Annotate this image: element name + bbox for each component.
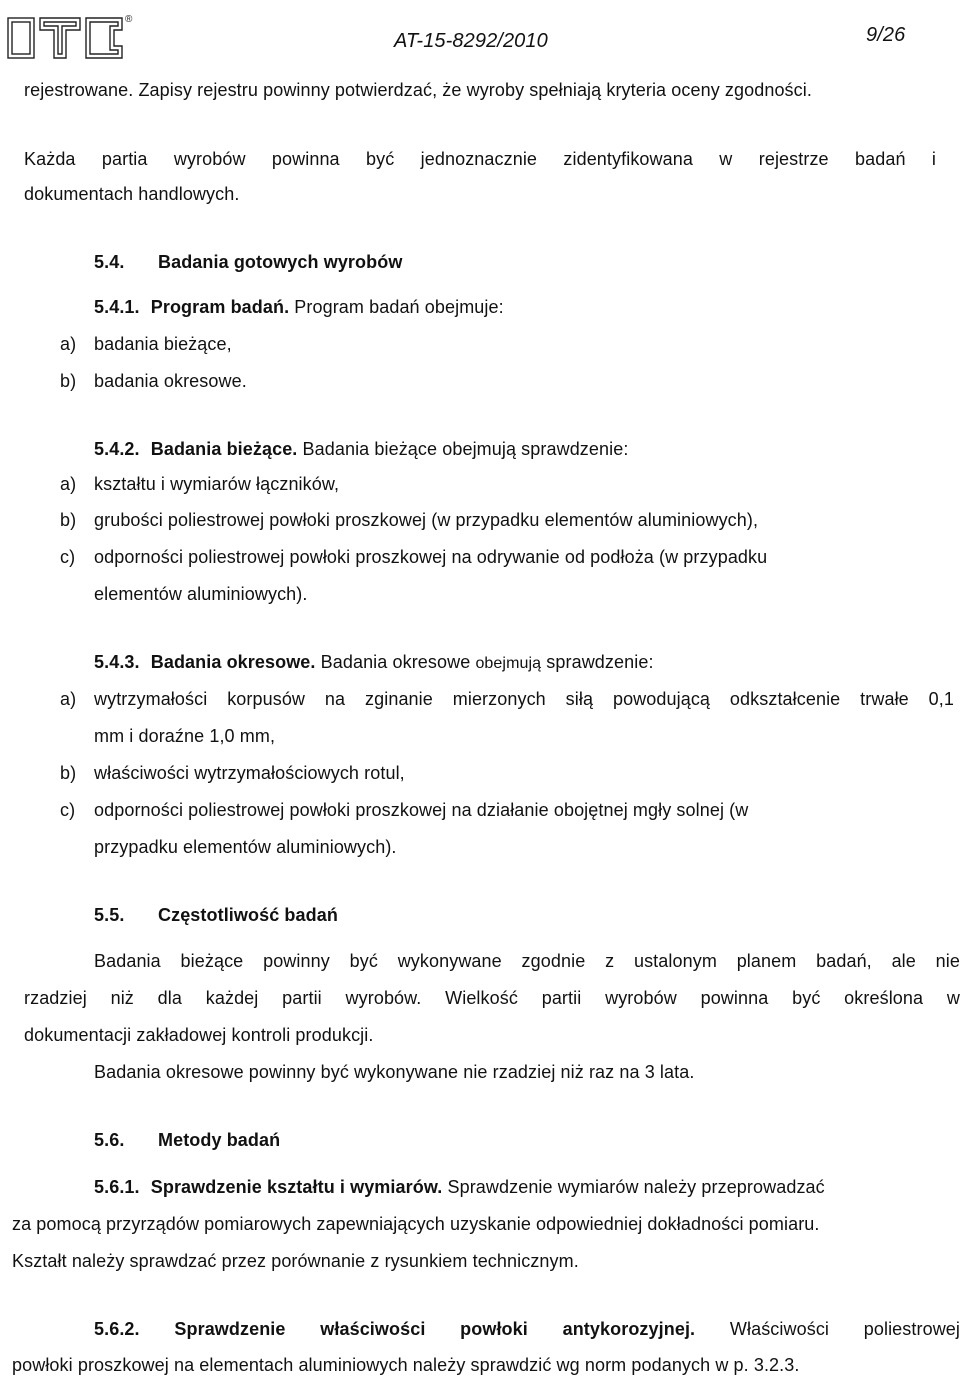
section-5-4-3-title: Badania okresowe. [150, 652, 316, 672]
list-item-letter: b) [60, 371, 77, 391]
section-5-6-number: 5.6. [94, 1130, 125, 1150]
list-item-letter: c) [60, 547, 76, 567]
list-item-text: badania okresowe. [94, 371, 247, 391]
list-item-letter: b) [60, 763, 77, 783]
section-5-4-2-number: 5.4.2. [94, 439, 140, 459]
list-item-continuation: elementów aluminiowych). [94, 584, 308, 604]
section-5-4-1-number: 5.4.1. [94, 297, 140, 317]
section-5-6-1-text: Sprawdzenie wymiarów należy przeprowadzać [447, 1177, 825, 1197]
section-5-5-number: 5.5. [94, 905, 125, 925]
section-5-6-title: Metody badań [158, 1130, 281, 1150]
svg-text:®: ® [125, 14, 133, 25]
section-5-4-3-text-b: obejmują [475, 655, 542, 672]
section-5-4-2 [94, 438, 628, 460]
list-item-letter: b) [60, 510, 77, 530]
list-item-text: wytrzymałości korpusów na zginanie mierzonych siłą powodującą odkształcenie trwałe 0,1 [94, 689, 954, 709]
document-number: AT-15-8292/2010 [394, 30, 548, 52]
intro-line-2: Każda partia wyrobów powinna być jednoznacznie zidentyfikowana w rejestrze badań i [24, 149, 936, 169]
paragraph-line: rzadziej niż dla każdej partii wyrobów. Wielkość partii wyrobów powinna być określona w [24, 988, 960, 1008]
section-5-6-2 [94, 1318, 960, 1340]
paragraph-line: Badania okresowe powinny być wykonywane nie rzadziej niż raz na 3 lata. [94, 1062, 695, 1082]
paragraph-line: Badania bieżące powinny być wykonywane zgodnie z ustalonym planem badań, ale nie [94, 951, 960, 971]
paragraph-line: Kształt należy sprawdzać przez porównanie z rysunkiem technicznym. [12, 1251, 579, 1271]
list-item-text: grubości poliestrowej powłoki proszkowej (w przypadku elementów aluminiowych), [94, 510, 759, 530]
list-item-letter: c) [60, 800, 76, 820]
section-5-4-number: 5.4. [94, 252, 125, 272]
list-item-text: właściwości wytrzymałościowych rotul, [94, 763, 405, 783]
list-item-text: odporności poliestrowej powłoki proszkowej na działanie obojętnej mgły solnej (w [94, 800, 749, 820]
section-5-4-title: Badania gotowych wyrobów [158, 252, 403, 272]
paragraph-line: powłoki proszkowej na elementach aluminiowych należy sprawdzić wg norm podanych w p. 3.2.3. [12, 1355, 800, 1375]
section-5-6-2-title: Sprawdzenie właściwości powłoki antykorozyjnej. [174, 1319, 696, 1339]
intro-line-1: rejestrowane. Zapisy rejestru powinny potwierdzać, że wyroby spełniają kryteria oceny zgodności. [24, 80, 812, 100]
paragraph-line: dokumentacji zakładowej kontroli produkcji. [24, 1025, 374, 1045]
section-5-4-2-text: Badania bieżące obejmują sprawdzenie: [302, 439, 629, 459]
section-5-4-2-title: Badania bieżące. [150, 439, 298, 459]
list-item-text: odporności poliestrowej powłoki proszkowej na odrywanie od podłoża (w przypadku [94, 547, 768, 567]
list-item-text: badania bieżące, [94, 334, 232, 354]
section-5-4-3-text-a: Badania okresowe [320, 652, 471, 672]
section-5-4-1-title: Program badań. [150, 297, 290, 317]
section-5-6-2-text: Właściwości poliestrowej [729, 1319, 960, 1339]
list-item-letter: a) [60, 334, 77, 354]
itb-logo [6, 8, 138, 60]
page-header [0, 0, 960, 70]
section-5-6-1-title: Sprawdzenie kształtu i wymiarów. [150, 1177, 443, 1197]
section-5-4-1-text: Program badań obejmuje: [294, 297, 504, 317]
paragraph-line: za pomocą przyrządów pomiarowych zapewniających uzyskanie odpowiedniej dokładności pomiaru. [12, 1214, 820, 1234]
page-number: 9/26 [866, 24, 906, 46]
list-item-letter: a) [60, 474, 77, 494]
list-item-continuation: przypadku elementów aluminiowych). [94, 837, 397, 857]
section-5-4-1 [94, 296, 504, 318]
section-5-5-title: Częstotliwość badań [158, 905, 338, 925]
list-item-text: kształtu i wymiarów łączników, [94, 474, 340, 494]
section-5-4-3-number: 5.4.3. [94, 652, 140, 672]
list-item-continuation: mm i doraźne 1,0 mm, [94, 726, 276, 746]
section-5-6-1-number: 5.6.1. [94, 1177, 140, 1197]
section-5-6-2-number: 5.6.2. [94, 1319, 140, 1339]
intro-line-3: dokumentach handlowych. [24, 184, 240, 204]
section-5-6-1 [94, 1176, 825, 1198]
list-item-letter: a) [60, 689, 77, 709]
section-5-4-3 [94, 651, 654, 675]
section-5-4-3-text-c: sprawdzenie: [546, 652, 654, 672]
